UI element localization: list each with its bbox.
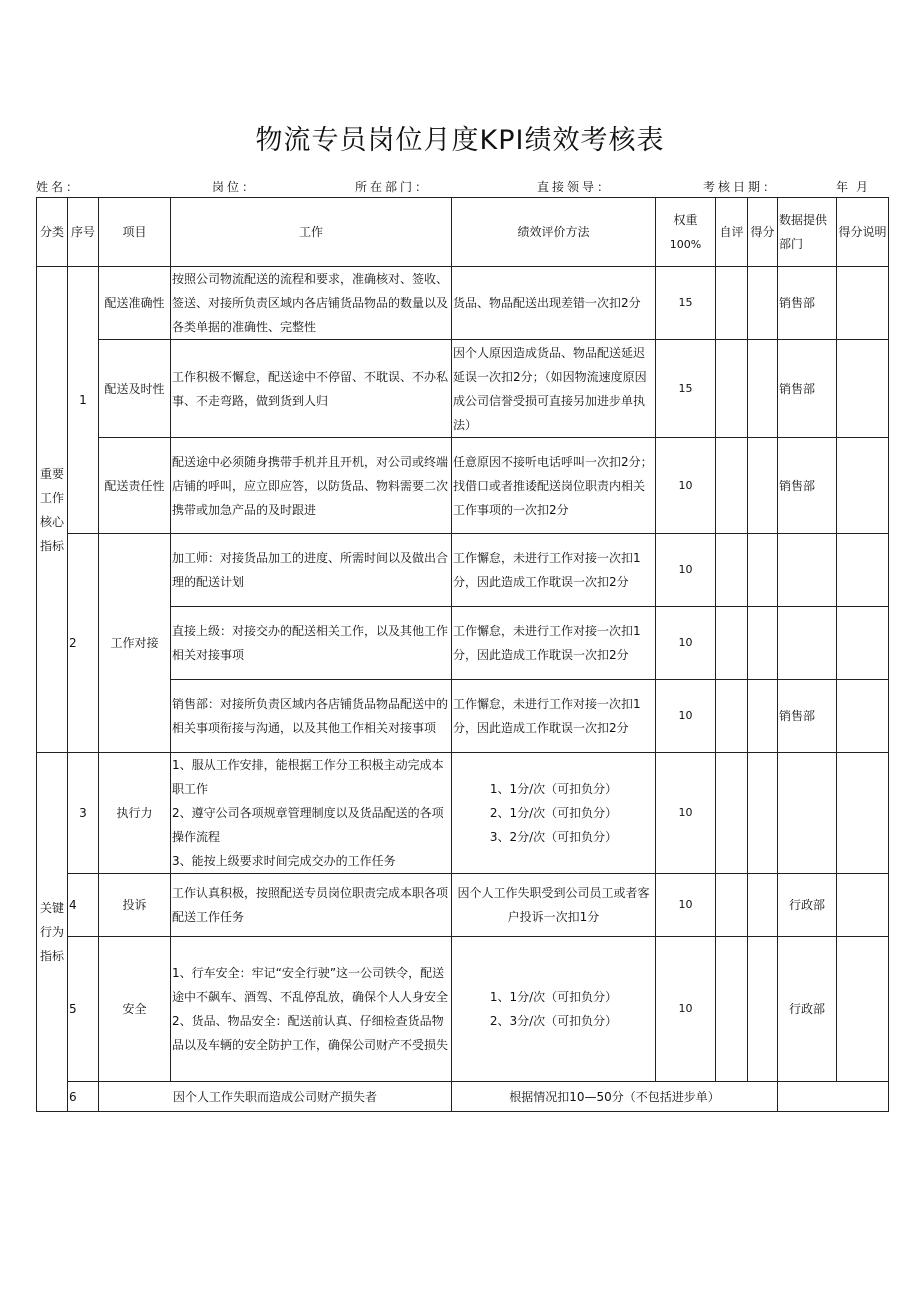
page-title: 物流专员岗位月度KPI绩效考核表 [255,125,665,156]
method-cell: 工作懈怠，未进行工作对接一次扣1分，因此造成工作耽误一次扣2分 [452,607,656,680]
leader-label: 直接领导： [537,180,613,194]
note-cell [837,267,889,340]
provider-cell: 行政部 [778,937,837,1082]
weight-cell: 10 [656,534,716,607]
item-cell: 执行力 [99,753,171,874]
score-cell [748,438,778,534]
seq-cell: 1 [68,267,99,534]
seq-cell: 2 [68,534,99,753]
table-row [37,874,889,937]
method-cell: 因个人工作失职受到公司员工或者客户投诉一次扣1分 [452,874,656,937]
work-cell: 因个人工作失职而造成公司财产损失者 [99,1082,452,1112]
self-cell [716,607,748,680]
date-label: 考核日期： [703,180,779,194]
table-row [37,438,889,534]
note-cell [837,534,889,607]
name-label: 姓名： [36,180,82,194]
self-cell [716,534,748,607]
score-cell [748,937,778,1082]
department-label: 所在部门： [355,180,431,194]
header-weight-label: 权重 [673,212,698,227]
self-cell [716,267,748,340]
weight-cell: 10 [656,438,716,534]
work-cell: 加工师：对接货品加工的进度、所需时间以及做出合理的配送计划 [171,534,452,607]
item-cell: 安全 [99,937,171,1082]
work-cell: 1、服从工作安排，能根据工作分工积极主动完成本职工作 2、遵守公司各项规章管理制度以及货品配送的各项操作流程 3、能按上级要求时间完成交办的工作任务 [171,753,452,874]
self-cell [716,753,748,874]
work-cell: 销售部：对接所负责区域内各店铺货品物品配送中的相关事项衔接与沟通，以及其他工作相关对接事项 [171,680,452,753]
score-cell [748,753,778,874]
self-cell [716,680,748,753]
work-cell: 工作认真积极，按照配送专员岗位职责完成本职各项配送工作任务 [171,874,452,937]
header-note: 得分说明 [837,198,889,267]
weight-cell: 10 [656,680,716,753]
item-cell: 工作对接 [99,534,171,753]
provider-cell [778,753,837,874]
weight-cell: 10 [656,937,716,1082]
weight-cell: 10 [656,753,716,874]
header-item: 项目 [99,198,171,267]
header-row [37,198,889,267]
header-category: 分类 [37,198,68,267]
category-core: 重要工作核心指标 [37,267,68,753]
method-cell: 工作懈怠，未进行工作对接一次扣1分，因此造成工作耽误一次扣2分 [452,534,656,607]
table-row [37,753,889,874]
self-cell [716,937,748,1082]
weight-cell: 10 [656,874,716,937]
kpi-table [36,197,889,1112]
header-seq: 序号 [68,198,99,267]
self-cell [716,340,748,438]
note-cell [837,874,889,937]
table-row [37,937,889,1082]
seq-cell: 5 [68,937,99,1082]
provider-cell: 销售部 [778,438,837,534]
note-cell [837,340,889,438]
header-provider: 数据提供部门 [778,198,837,267]
note-cell [837,680,889,753]
score-cell [748,267,778,340]
method-cell: 工作懈怠，未进行工作对接一次扣1分，因此造成工作耽误一次扣2分 [452,680,656,753]
method-cell: 任意原因不接听电话呼叫一次扣2分；找借口或者推诿配送岗位职责内相关工作事项的一次扣2分 [452,438,656,534]
provider-cell: 销售部 [778,340,837,438]
table-row [37,267,889,340]
table-row [37,1082,889,1112]
method-cell: 1、1分/次（可扣负分） 2、1分/次（可扣负分） 3、2分/次（可扣负分） [452,753,656,874]
self-cell [716,438,748,534]
provider-cell: 行政部 [778,874,837,937]
seq-cell: 4 [68,874,99,937]
note-cell [837,937,889,1082]
note-cell [837,438,889,534]
item-cell: 配送准确性 [99,267,171,340]
weight-cell: 15 [656,267,716,340]
weight-cell: 10 [656,607,716,680]
work-cell: 1、行车安全：牢记“安全行驶”这一公司铁令，配送途中不飙车、酒驾、不乱停乱放，确保个人人身安全 2、货品、物品安全：配送前认真、仔细检查货品物品以及车辆的安全防护工作，确保公司财产不受损失 [171,937,452,1082]
seq-cell: 6 [68,1082,99,1112]
score-cell [748,874,778,937]
work-cell: 直接上级：对接交办的配送相关工作，以及其他工作相关对接事项 [171,607,452,680]
provider-cell [778,607,837,680]
self-cell [716,874,748,937]
item-cell: 投诉 [99,874,171,937]
header-self: 自评 [716,198,748,267]
seq-cell: 3 [68,753,99,874]
year-month-label: 年月 [836,180,877,194]
score-cell [748,340,778,438]
score-cell [748,534,778,607]
provider-cell: 销售部 [778,267,837,340]
header-method: 绩效评价方法 [452,198,656,267]
score-cell [748,607,778,680]
weight-cell: 15 [656,340,716,438]
category-behavior: 关键行为指标 [37,753,68,1112]
score-cell [748,680,778,753]
header-weight [656,198,716,267]
work-cell: 工作积极不懈怠，配送途中不停留、不耽误、不办私事、不走弯路，做到货到人归 [171,340,452,438]
method-cell: 1、1分/次（可扣负分） 2、3分/次（可扣负分） [452,937,656,1082]
item-cell: 配送责任性 [99,438,171,534]
header-weight-pct: 100% [669,237,702,251]
method-cell: 因个人原因造成货品、物品配送延迟延误一次扣2分；（如因物流速度原因成公司信誉受损可直接另加进步单执法） [452,340,656,438]
header-work: 工作 [171,198,452,267]
note-cell [837,607,889,680]
blank-cell [778,1082,889,1112]
provider-cell [778,534,837,607]
item-cell: 配送及时性 [99,340,171,438]
position-label: 岗位： [212,180,258,194]
method-cell: 货品、物品配送出现差错一次扣2分 [452,267,656,340]
table-row [37,340,889,438]
header-score: 得分 [748,198,778,267]
note-cell [837,753,889,874]
work-cell: 按照公司物流配送的流程和要求，准确核对、签收、签送、对接所负责区域内各店铺货品物品的数量以及各类单据的准确性、完整性 [171,267,452,340]
method-cell: 根据情况扣10—50分（不包括进步单） [452,1082,778,1112]
table-row [37,534,889,607]
work-cell: 配送途中必须随身携带手机并且开机，对公司或终端店铺的呼叫，应立即应答，以防货品、物料需要二次携带或加急产品的及时跟进 [171,438,452,534]
provider-cell: 销售部 [778,680,837,753]
